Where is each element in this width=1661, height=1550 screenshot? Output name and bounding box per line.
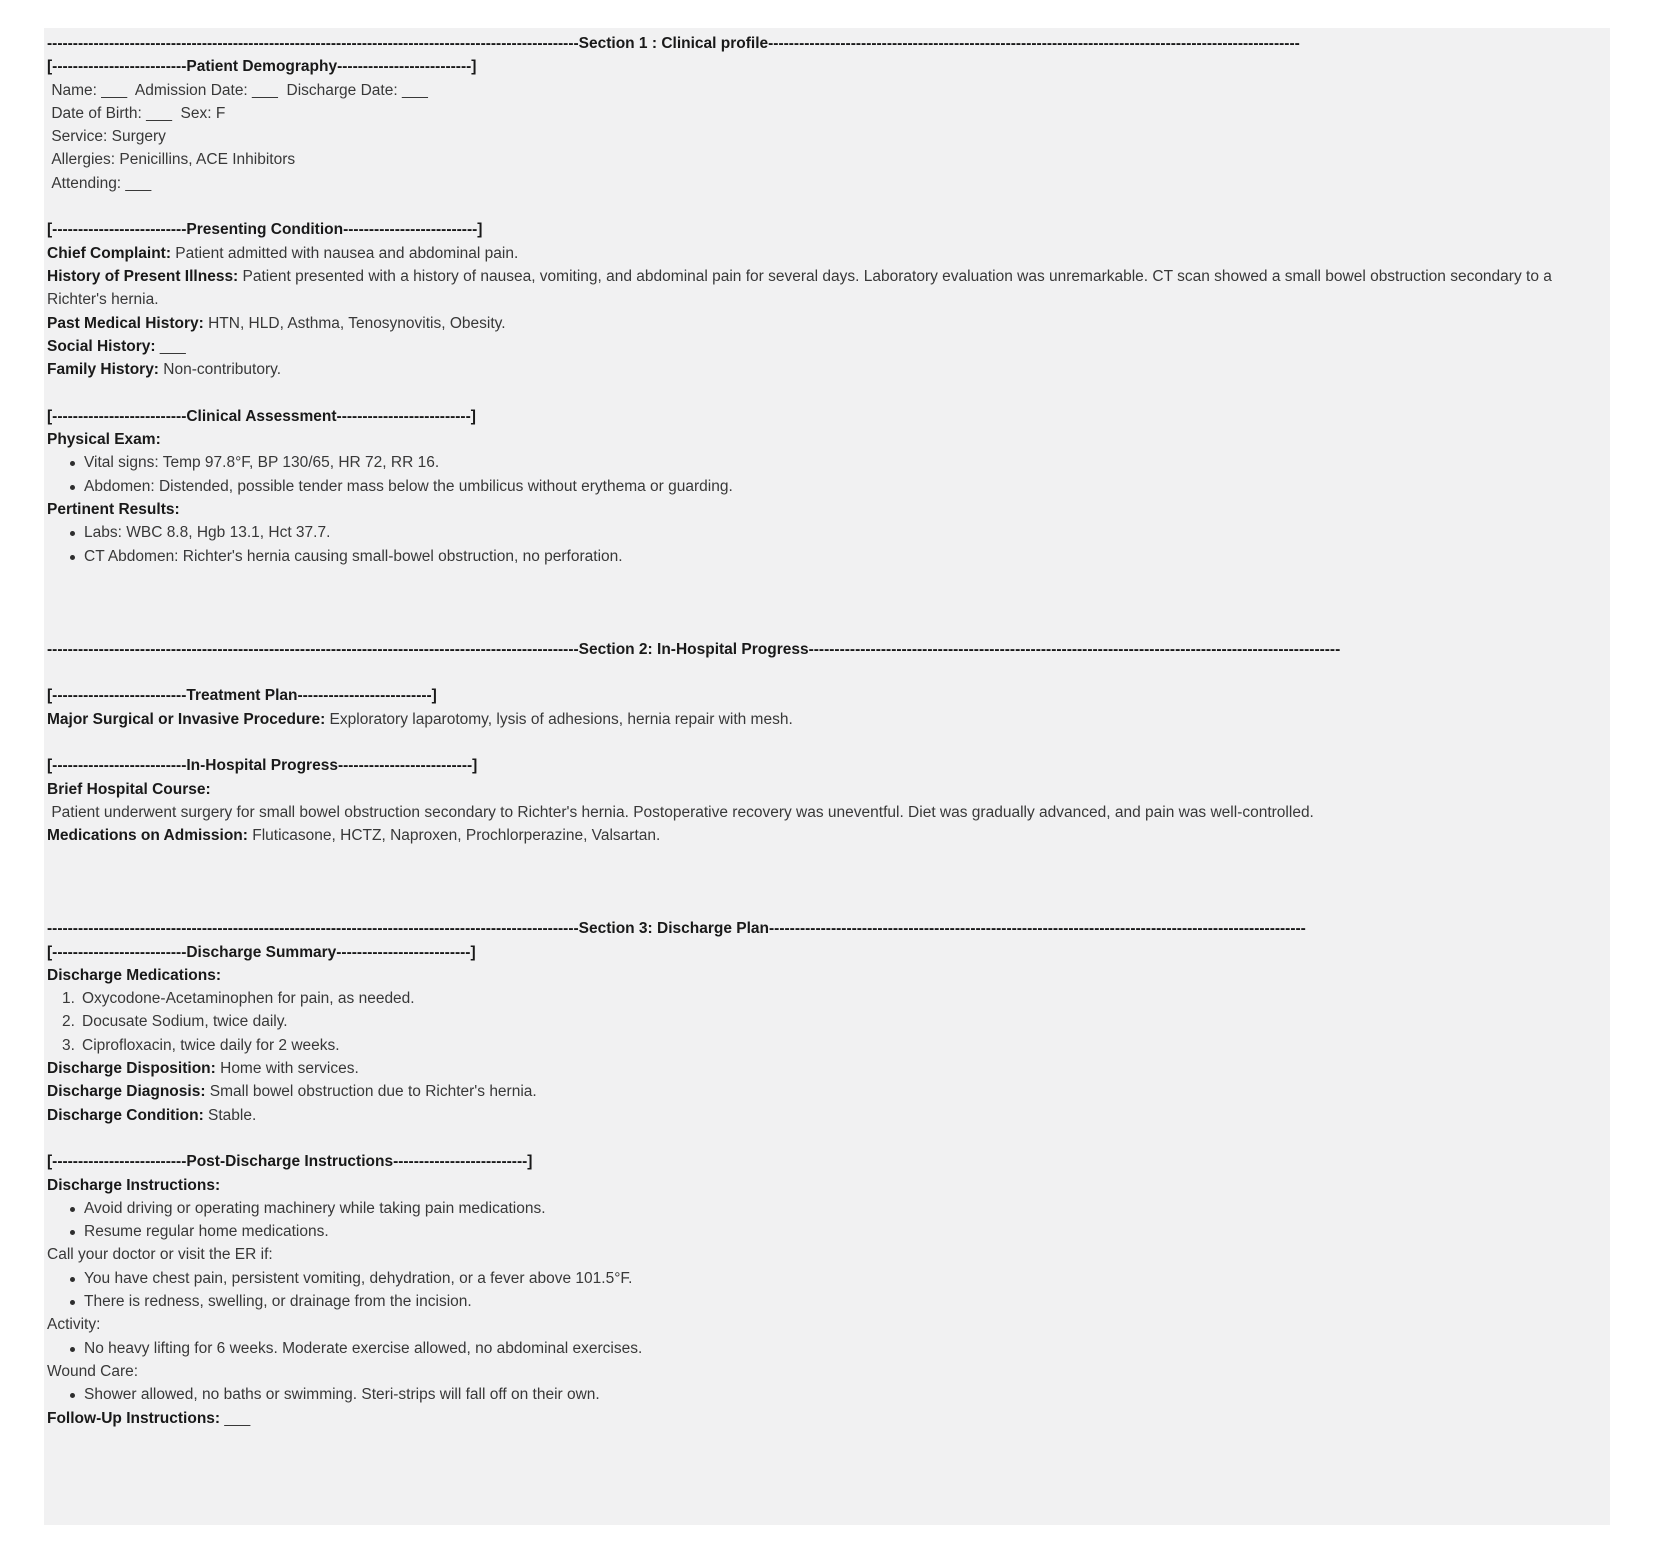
blank-line	[47, 731, 1600, 754]
blank-line	[47, 568, 1600, 591]
text-run: Home with services.	[215, 1060, 359, 1078]
blank-line	[47, 847, 1600, 870]
paragraph	[47, 1360, 1600, 1383]
blank-line	[47, 614, 1600, 637]
item-text: Docusate Sodium, twice daily.	[82, 1013, 288, 1031]
bold-label: Medications on Admission:	[47, 827, 248, 845]
bullet-item: CT Abdomen: Richter's hernia causing small-bowel obstruction, no perforation.	[47, 545, 1600, 568]
text-run: Patient underwent surgery for small bowel obstruction secondary to Richter's hernia. Postoperative recovery was uneventful. Diet was gradually advanced, and pain was well-controlled.	[47, 803, 1314, 821]
blank-line	[47, 1476, 1600, 1499]
bullet-item: Vital signs: Temp 97.8°F, BP 130/65, HR 72, RR 16.	[47, 451, 1600, 474]
paragraph	[47, 801, 1600, 824]
blank-line	[47, 381, 1600, 404]
text-run: ___	[220, 1409, 251, 1427]
numbered-item	[47, 1034, 1600, 1057]
text-run: Non-contributory.	[158, 361, 282, 379]
text-run: Service: Surgery	[47, 128, 166, 146]
bold-label: Follow-Up Instructions:	[47, 1409, 221, 1427]
text-run: Date of Birth: ___ Sex: F	[47, 104, 226, 122]
section-header: -------------------------------------------------------------------------------------------------------Section 1 : Clinical profile-------------------------------------------------------------------------------------------------------	[47, 35, 1300, 52]
numbered-item	[47, 1010, 1600, 1033]
paragraph	[47, 358, 1600, 381]
subsection-header: [--------------------------Presenting Condition--------------------------]	[47, 221, 483, 239]
paragraph	[47, 148, 1600, 171]
numbered-item	[47, 987, 1600, 1010]
subsection-header: [--------------------------Post-Discharge Instructions--------------------------]	[47, 1153, 533, 1171]
paragraph	[47, 1057, 1600, 1080]
text-run: Patient admitted with nausea and abdominal pain.	[171, 244, 519, 262]
bullet-item: There is redness, swelling, or drainage from the incision.	[47, 1290, 1600, 1313]
text-run: Activity:	[47, 1316, 101, 1334]
bold-label: Physical Exam:	[47, 431, 161, 449]
item-text: Oxycodone-Acetaminophen for pain, as needed.	[82, 990, 415, 1008]
subsection-header: [--------------------------Patient Demography--------------------------]	[47, 58, 477, 76]
bold-label: Discharge Disposition:	[47, 1060, 216, 1078]
bullet-item: You have chest pain, persistent vomiting, dehydration, or a fever above 101.5°F.	[47, 1267, 1600, 1290]
bold-label: Discharge Medications:	[47, 966, 221, 984]
text-run: Call your doctor or visit the ER if:	[47, 1246, 273, 1264]
text-run: HTN, HLD, Asthma, Tenosynovitis, Obesity.	[203, 314, 506, 332]
bold-label: Pertinent Results:	[47, 500, 180, 518]
blank-line	[47, 1500, 1600, 1523]
blank-line	[47, 894, 1600, 917]
bullet-item: Avoid driving or operating machinery while taking pain medications.	[47, 1197, 1600, 1220]
paragraph	[47, 1243, 1600, 1266]
item-number: 3.	[62, 1036, 75, 1054]
bullet-item: Resume regular home medications.	[47, 1220, 1600, 1243]
bold-label: Discharge Instructions:	[47, 1176, 221, 1194]
paragraph	[47, 242, 1600, 265]
subsection-header: [--------------------------In-Hospital Progress--------------------------]	[47, 757, 478, 775]
text-run: Allergies: Penicillins, ACE Inhibitors	[47, 151, 296, 169]
text-run: Wound Care:	[47, 1362, 139, 1380]
paragraph	[47, 102, 1600, 125]
blank-line	[47, 871, 1600, 894]
bold-label: History of Present Illness:	[47, 267, 239, 285]
bullet-item: Labs: WBC 8.8, Hgb 13.1, Hct 37.7.	[47, 521, 1600, 544]
paragraph	[47, 79, 1600, 102]
text-run: Fluticasone, HCTZ, Naproxen, Prochlorperazine, Valsartan.	[247, 827, 661, 845]
subsection-header: [--------------------------Treatment Plan--------------------------]	[47, 687, 437, 705]
paragraph	[47, 1313, 1600, 1336]
paragraph	[47, 708, 1600, 731]
blank-line	[47, 1453, 1600, 1476]
blank-line	[47, 1127, 1600, 1150]
text-run: Name: ___ Admission Date: ___ Discharge Date: ___	[47, 81, 428, 99]
paragraph	[47, 778, 1600, 801]
bullet-item: No heavy lifting for 6 weeks. Moderate exercise allowed, no abdominal exercises.	[47, 1337, 1600, 1360]
blank-line	[47, 591, 1600, 614]
paragraph	[47, 1080, 1600, 1103]
paragraph	[47, 312, 1600, 335]
subsection-header: [--------------------------Discharge Summary--------------------------]	[47, 943, 476, 961]
paragraph	[47, 824, 1600, 847]
bold-label: Discharge Condition:	[47, 1106, 204, 1124]
paragraph	[47, 498, 1600, 521]
bold-label: Chief Complaint:	[47, 244, 171, 262]
bold-label: Social History:	[47, 337, 156, 355]
clinical-document	[44, 28, 1610, 1525]
item-number: 1.	[62, 990, 75, 1008]
bold-label: Discharge Diagnosis:	[47, 1083, 206, 1101]
section-header: -------------------------------------------------------------------------------------------------------Section 2: In-Hospital Progress-------------------------------------------------------------------------------------------------------	[47, 640, 1341, 658]
text-run: Exploratory laparotomy, lysis of adhesions, hernia repair with mesh.	[325, 710, 793, 728]
bold-label: Past Medical History:	[47, 314, 204, 332]
blank-line	[47, 195, 1600, 218]
blank-line	[47, 661, 1600, 684]
text-run: ___	[155, 337, 186, 355]
bold-label: Brief Hospital Course:	[47, 780, 211, 798]
paragraph	[47, 125, 1600, 148]
bold-label: Family History:	[47, 361, 159, 379]
paragraph	[47, 428, 1600, 451]
paragraph	[47, 335, 1600, 358]
paragraph	[47, 1104, 1600, 1127]
paragraph	[47, 172, 1600, 195]
section-header: -------------------------------------------------------------------------------------------------------Section 3: Discharge Plan--------------------------------------------------------------------------------------------------------	[47, 920, 1306, 938]
bullet-item: Abdomen: Distended, possible tender mass below the umbilicus without erythema or guarding.	[47, 475, 1600, 498]
item-number: 2.	[62, 1013, 75, 1031]
paragraph	[47, 964, 1600, 987]
bullet-item: Shower allowed, no baths or swimming. Steri-strips will fall off on their own.	[47, 1383, 1600, 1406]
item-text: Ciprofloxacin, twice daily for 2 weeks.	[82, 1036, 340, 1054]
paragraph	[47, 1174, 1600, 1197]
text-run: Attending: ___	[47, 174, 152, 192]
text-run: Patient presented with a history of nausea, vomiting, and abdominal pain for several days. Laboratory evaluation was unremarkable. CT scan showed a small bowel obstruction secondary to a Richter's hernia.	[47, 267, 1557, 309]
paragraph	[47, 1407, 1600, 1430]
paragraph	[47, 265, 1600, 312]
bold-label: Major Surgical or Invasive Procedure:	[47, 710, 326, 728]
subsection-header: [--------------------------Clinical Assessment--------------------------]	[47, 407, 476, 425]
blank-line	[47, 1430, 1600, 1453]
text-run: Small bowel obstruction due to Richter's hernia.	[205, 1083, 537, 1101]
text-run: Stable.	[203, 1106, 257, 1124]
